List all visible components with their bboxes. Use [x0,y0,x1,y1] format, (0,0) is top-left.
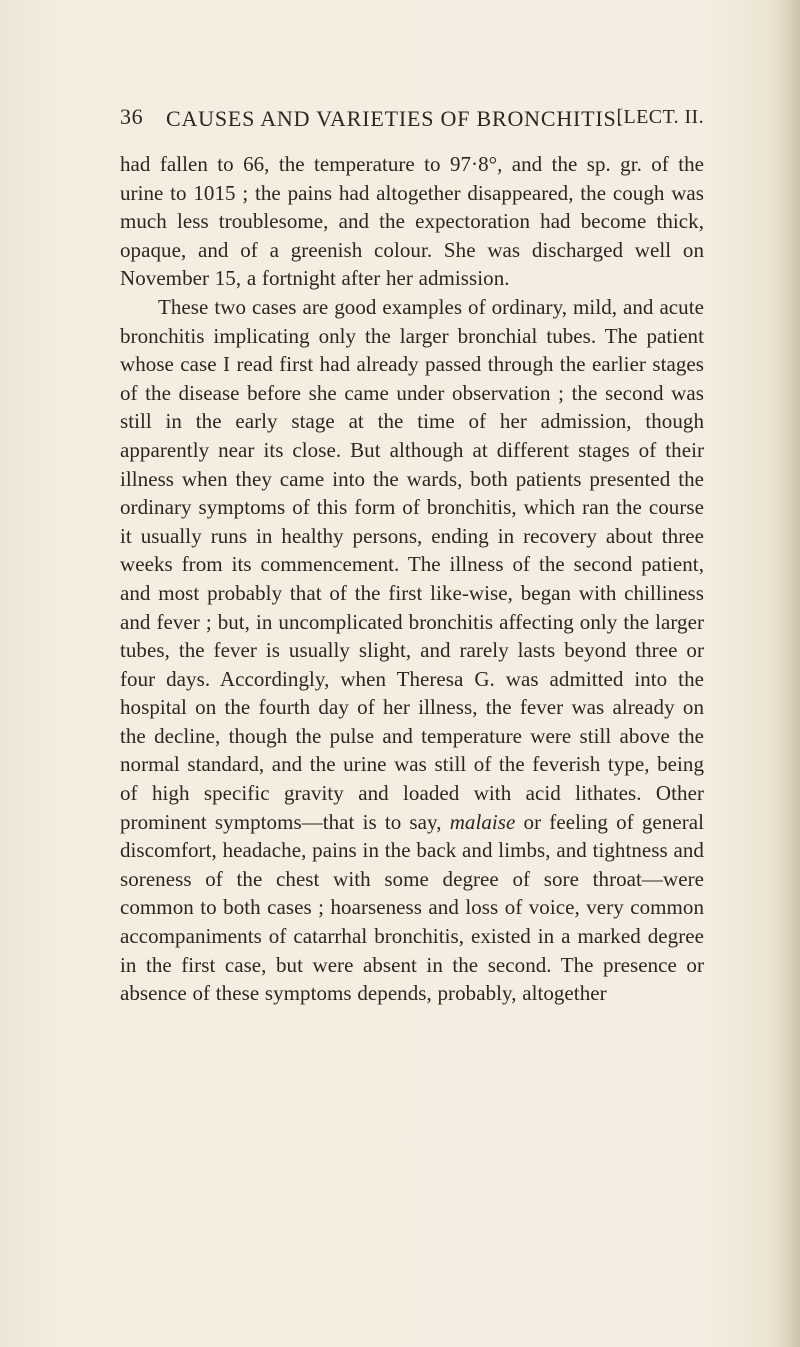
lecture-reference: [LECT. II. [616,106,704,128]
running-title: CAUSES AND VARIETIES OF BRONCHITIS. [166,106,623,131]
paragraph-1: had fallen to 66, the temperature to 97·8°, and the sp. gr. of the urine to 1015 ; the pains had altogether disappeared, the cough was much less troublesome, and the expectoration had become thick, opaque, and of a greenish colour. She was discharged well on November 15, a fortnight after her admission. [120,152,704,291]
page-edge-shadow [774,0,800,1347]
page-number: 36 [120,104,144,129]
paragraph-2-text-end: or feeling of general discomfort, headache, pains in the back and limbs, and tightness and soreness of the chest with some degree of sore throat—were common to both cases ; hoarseness and loss of voice, very common accompaniments of catarrhal bronchitis, existed in a marked degree in the first case, but were absent in the second. The presence or absence of these symptoms depends, probably, altogether [120,809,704,1006]
paragraph-2 [120,293,704,1008]
italic-phrase: malaise [449,809,516,834]
running-header [120,104,704,134]
paragraph-2-text-start: These two cases are good examples of ordinary, mild, and acute bronchitis implicating only the larger bronchial tubes. The patient whose case I read first had already passed through the earlier stages of the disease before she came under observation ; the second was still in the early stage at the time of her admission, though apparently near its close. But although at different stages of their illness when they came into the wards, both patients presented the ordinary symptoms of this form of bronchitis, which ran the course it usually runs in healthy persons, ending in recovery about three weeks from its commencement. The illness of the second patient, and most probably that of the first like-wise, began with chilliness and fever ; but, in uncomplicated bronchitis affecting only the larger tubes, the fever is usually slight, and rarely lasts beyond three or four days. Accordingly, when Theresa G. was admitted into the hospital on the fourth day of her illness, the fever was already on the decline, though the pulse and temperature were still above the normal standard, and the urine was still of the feverish type, being of high specific gravity and loaded with acid lithates. Other prominent symptoms—that is to say, [120,294,704,834]
body-text [120,150,704,1008]
